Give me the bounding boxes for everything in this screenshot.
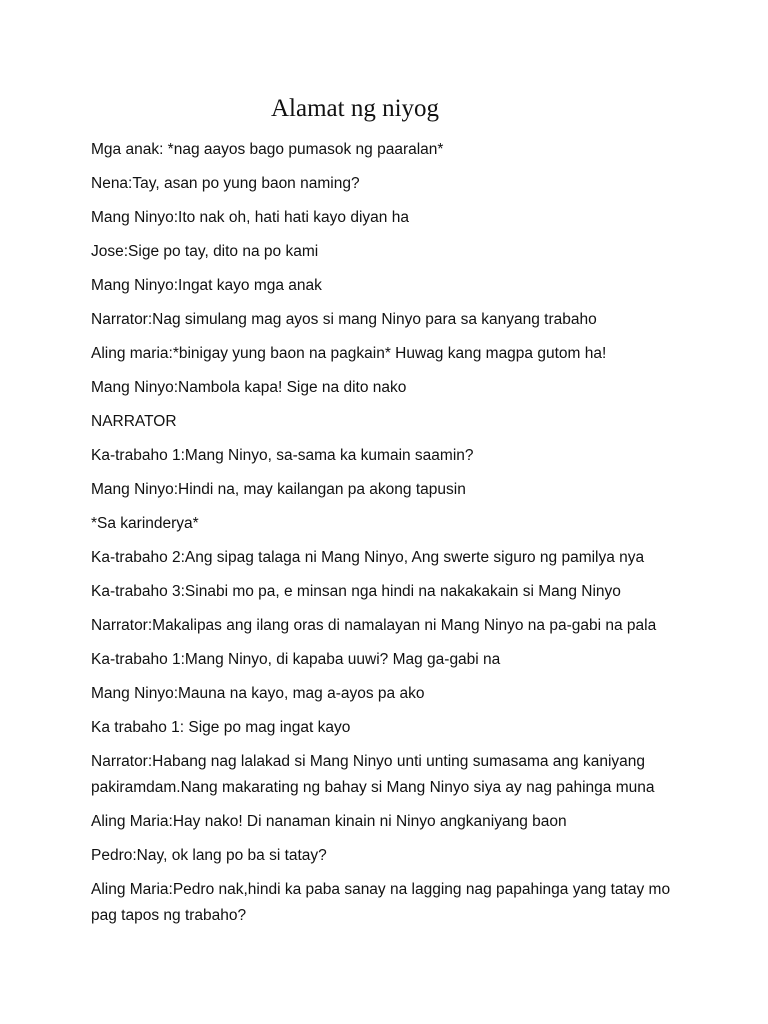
document-title: Alamat ng niyog — [270, 95, 440, 122]
script-line: Nena:Tay, asan po yung baon naming? — [91, 175, 360, 192]
script-line: Jose:Sige po tay, dito na po kami — [91, 243, 319, 260]
script-line: Narrator:Makalipas ang ilang oras di namalayan ni Mang Ninyo na pa-gabi na pala — [91, 617, 657, 634]
script-line: *Sa karinderya* — [91, 515, 199, 532]
script-line: Ka-trabaho 1:Mang Ninyo, di kapaba uuwi? Mag ga-gabi na — [91, 651, 501, 668]
script-line: Mang Ninyo:Mauna na kayo, mag a-ayos pa ako — [91, 685, 425, 702]
script-line: Ka-trabaho 2:Ang sipag talaga ni Mang Ninyo, Ang swerte siguro ng pamilya nya — [91, 549, 645, 566]
script-line: Pedro:Nay, ok lang po ba si tatay? — [91, 847, 327, 864]
script-line: Ka-trabaho 1:Mang Ninyo, sa-sama ka kumain saamin? — [91, 447, 474, 464]
script-line: Ka trabaho 1: Sige po mag ingat kayo — [91, 719, 351, 736]
script-line: Mang Ninyo:Ito nak oh, hati hati kayo diyan ha — [91, 209, 409, 226]
script-line: Mang Ninyo:Ingat kayo mga anak — [91, 277, 322, 294]
script-line: Narrator:Nag simulang mag ayos si mang Ninyo para sa kanyang trabaho — [91, 311, 597, 328]
script-line: Aling maria:*binigay yung baon na pagkain* Huwag kang magpa gutom ha! — [91, 345, 607, 362]
script-line: Mga anak: *nag aayos bago pumasok ng paaralan* — [91, 141, 444, 158]
script-line: NARRATOR — [91, 413, 177, 430]
script-line: Ka-trabaho 3:Sinabi mo pa, e minsan nga hindi na nakakakain si Mang Ninyo — [91, 583, 621, 600]
document-body — [91, 137, 691, 937]
script-line: Mang Ninyo:Nambola kapa! Sige na dito nako — [91, 379, 407, 396]
script-line: Aling Maria:Pedro nak,hindi ka paba sanay na lagging nag papahinga yang tatay mo pag tapos ng trabaho? — [91, 881, 671, 924]
script-line: Mang Ninyo:Hindi na, may kailangan pa akong tapusin — [91, 481, 466, 498]
script-line: Aling Maria:Hay nako! Di nanaman kinain ni Ninyo angkaniyang baon — [91, 813, 567, 830]
script-line: Narrator:Habang nag lalakad si Mang Ninyo unti unting sumasama ang kaniyang pakiramdam.Nang makarating ng bahay si Mang Ninyo siya ay nag pahinga muna — [91, 753, 655, 796]
